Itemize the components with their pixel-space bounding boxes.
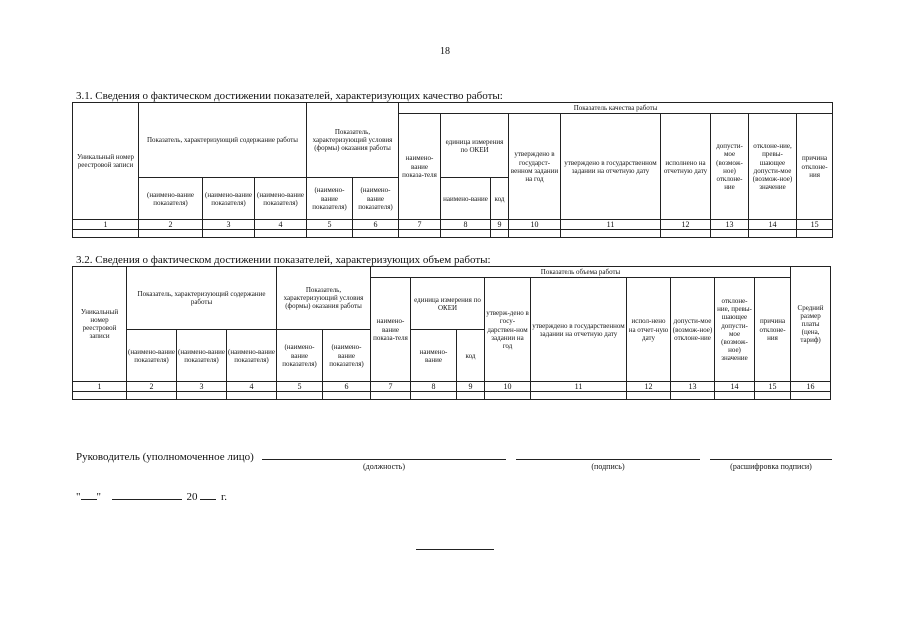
header-unit-okei: единица измерения по ОКЕИ: [411, 278, 485, 330]
column-number: 14: [749, 220, 797, 230]
subheader-name: (наимено-вание показателя): [227, 330, 277, 382]
column-number: 13: [711, 220, 749, 230]
empty-cell[interactable]: [411, 392, 457, 400]
header-unique-number: Уникальный номер реестровой записи: [73, 267, 127, 382]
empty-cell[interactable]: [307, 230, 353, 238]
empty-cell[interactable]: [177, 392, 227, 400]
column-number: 7: [371, 382, 411, 392]
header-approved-date: утверждено в государственном задании на отчетную дату: [531, 278, 627, 382]
header-content-indicator: Показатель, характеризующий содержание работы: [139, 103, 307, 178]
subheader-name: (наимено-вание показателя): [323, 330, 371, 382]
open-quote: ": [76, 491, 81, 503]
subheader-name: (наимено-вание показателя): [127, 330, 177, 382]
header-unit-name: наимено-вание: [441, 178, 491, 220]
empty-cell[interactable]: [561, 230, 661, 238]
subheader-name: (наимено-вание показателя): [139, 178, 203, 220]
column-number: 9: [491, 220, 509, 230]
empty-cell[interactable]: [797, 230, 833, 238]
column-number: 5: [307, 220, 353, 230]
column-number: 10: [509, 220, 561, 230]
column-number-row: [73, 382, 831, 392]
column-number: 9: [457, 382, 485, 392]
header-unit-name: наимено-вание: [411, 330, 457, 382]
column-number: 8: [441, 220, 491, 230]
empty-row: [73, 392, 831, 400]
column-number: 4: [227, 382, 277, 392]
empty-cell[interactable]: [671, 392, 715, 400]
column-number: 3: [177, 382, 227, 392]
header-unit-code: код: [491, 178, 509, 220]
footer-divider: [416, 549, 494, 550]
signatory-label: Руководитель (уполномоченное лицо): [76, 451, 254, 463]
empty-cell[interactable]: [139, 230, 203, 238]
section-3-2-title: 3.2. Сведения о фактическом достижении показателей, характеризующих объем работы:: [76, 254, 491, 266]
header-average-fee: Средний размер платы (цена, тариф): [791, 267, 831, 382]
subheader-name: (наимено-вание показателя): [203, 178, 255, 220]
column-number: 6: [323, 382, 371, 392]
column-number-row: [73, 220, 833, 230]
header-volume-indicator: Показатель объема работы: [371, 267, 791, 278]
header-indicator-name: наимено-вание показа-теля: [399, 114, 441, 220]
column-number: 16: [791, 382, 831, 392]
section-3-1-title: 3.1. Сведения о фактическом достижении показателей, характеризующих качество работы:: [76, 90, 503, 102]
header-deviation-reason: причина отклоне-ния: [797, 114, 833, 220]
empty-cell[interactable]: [491, 230, 509, 238]
empty-cell[interactable]: [485, 392, 531, 400]
empty-cell[interactable]: [531, 392, 627, 400]
empty-cell[interactable]: [277, 392, 323, 400]
year-prefix: 20: [186, 491, 198, 503]
empty-cell[interactable]: [255, 230, 307, 238]
signature-caption: (подпись): [591, 462, 625, 471]
day-field[interactable]: [81, 489, 97, 500]
header-executed-date: испол-нено на отчет-ную дату: [627, 278, 671, 382]
subheader-name: (наимено-вание показателя): [277, 330, 323, 382]
column-number: 15: [797, 220, 833, 230]
column-number: 2: [127, 382, 177, 392]
column-number: 1: [73, 220, 139, 230]
empty-cell[interactable]: [457, 392, 485, 400]
empty-row: [73, 230, 833, 238]
year-field[interactable]: [200, 489, 216, 500]
signature-field[interactable]: [516, 459, 700, 460]
header-excess-deviation: отклоне-ние, превы-шающее допусти-мое (возмож-ное) значение: [715, 278, 755, 382]
header-unit-code: код: [457, 330, 485, 382]
column-number: 6: [353, 220, 399, 230]
page-number: 18: [440, 46, 450, 57]
empty-cell[interactable]: [661, 230, 711, 238]
column-number: 3: [203, 220, 255, 230]
column-number: 12: [661, 220, 711, 230]
header-approved-year: утверждено в государст-венном задании на год: [509, 114, 561, 220]
column-number: 10: [485, 382, 531, 392]
header-content-indicator: Показатель, характеризующий содержание работы: [127, 267, 277, 330]
column-number: 4: [255, 220, 307, 230]
close-quote: ": [96, 491, 101, 503]
subheader-name: (наимено-вание показателя): [307, 178, 353, 220]
subheader-name: (наимено-вание показателя): [177, 330, 227, 382]
column-number: 7: [399, 220, 441, 230]
column-number: 11: [531, 382, 627, 392]
empty-cell[interactable]: [749, 230, 797, 238]
empty-cell[interactable]: [227, 392, 277, 400]
header-approved-year: утверж-дено в госу-дарствен-ном задании на год: [485, 278, 531, 382]
column-number: 13: [671, 382, 715, 392]
column-number: 5: [277, 382, 323, 392]
empty-cell[interactable]: [441, 230, 491, 238]
month-field[interactable]: [112, 489, 182, 500]
volume-indicators-table: [72, 266, 831, 400]
quality-indicators-table: [72, 102, 833, 238]
empty-cell[interactable]: [73, 392, 127, 400]
column-number: 15: [755, 382, 791, 392]
header-conditions-indicator: Показатель, характеризующий условия (формы) оказания работы: [277, 267, 371, 330]
header-quality-indicator: Показатель качества работы: [399, 103, 833, 114]
year-suffix: г.: [221, 491, 228, 503]
empty-cell[interactable]: [715, 392, 755, 400]
empty-cell[interactable]: [755, 392, 791, 400]
column-number: 2: [139, 220, 203, 230]
empty-cell[interactable]: [203, 230, 255, 238]
empty-cell[interactable]: [509, 230, 561, 238]
date-line: [76, 489, 227, 503]
column-number: 1: [73, 382, 127, 392]
empty-cell[interactable]: [73, 230, 139, 238]
empty-cell[interactable]: [711, 230, 749, 238]
empty-cell[interactable]: [127, 392, 177, 400]
empty-cell[interactable]: [323, 392, 371, 400]
subheader-name: (наимено-вание показателя): [255, 178, 307, 220]
empty-cell[interactable]: [627, 392, 671, 400]
header-deviation-reason: причина отклоне-ния: [755, 278, 791, 382]
header-approved-date: утверждено в государственном задании на отчетную дату: [561, 114, 661, 220]
empty-cell[interactable]: [371, 392, 411, 400]
header-allowed-deviation: допусти-мое (возмож-ное) отклоне-ние: [711, 114, 749, 220]
column-number: 14: [715, 382, 755, 392]
empty-cell[interactable]: [353, 230, 399, 238]
header-unit-okei: единица измерения по ОКЕИ: [441, 114, 509, 178]
header-indicator-name: наимено-вание показа-теля: [371, 278, 411, 382]
column-number: 12: [627, 382, 671, 392]
signature-decoding-caption: (расшифровка подписи): [730, 462, 812, 471]
empty-cell[interactable]: [399, 230, 441, 238]
header-excess-deviation: отклоне-ние, превы-шающее допусти-мое (возмож-ное) значение: [749, 114, 797, 220]
header-unique-number: Уникальный номер реестровой записи: [73, 103, 139, 220]
header-allowed-deviation: допусти-мое (возмож-ное) отклоне-ние: [671, 278, 715, 382]
signature-decoding-field[interactable]: [710, 459, 832, 460]
column-number: 11: [561, 220, 661, 230]
header-executed-date: исполнено на отчетную дату: [661, 114, 711, 220]
position-field[interactable]: [262, 459, 506, 460]
position-caption: (должность): [363, 462, 405, 471]
column-number: 8: [411, 382, 457, 392]
subheader-name: (наимено-вание показателя): [353, 178, 399, 220]
empty-cell[interactable]: [791, 392, 831, 400]
header-conditions-indicator: Показатель, характеризующий условия (формы) оказания работы: [307, 103, 399, 178]
